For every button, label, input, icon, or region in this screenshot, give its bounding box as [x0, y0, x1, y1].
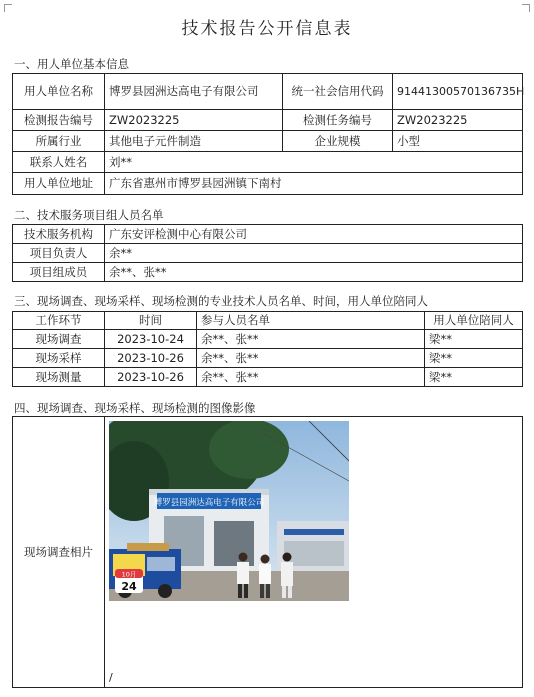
members-label: 项目组成员: [13, 263, 105, 282]
empty-marker: /: [109, 671, 113, 684]
col-header-escort: 用人单位陪同人: [425, 312, 523, 330]
industry-label: 所属行业: [13, 131, 105, 152]
unit-name-value: 博罗县园洲达高电子有限公司: [105, 74, 283, 110]
page-corner-mark: [4, 4, 12, 12]
photo-label: 现场调查相片: [13, 417, 105, 688]
scale-value: 小型: [393, 131, 523, 152]
col-header-date: 时间: [105, 312, 197, 330]
escort-cell: 梁**: [425, 349, 523, 368]
credit-code-label: 统一社会信用代码: [283, 74, 393, 110]
org-label: 技术服务机构: [13, 225, 105, 244]
address-label: 用人单位地址: [13, 173, 105, 195]
unit-name-label: 用人单位名称: [13, 74, 105, 110]
page-title: 技术报告公开信息表: [181, 19, 353, 39]
report-no-label: 检测报告编号: [13, 110, 105, 131]
org-value: 广东安评检测中心有限公司: [105, 225, 523, 244]
staff-cell: 余**、张**: [197, 330, 425, 349]
col-header-staff: 参与人员名单: [197, 312, 425, 330]
calendar-day: 24: [121, 580, 137, 593]
date-cell: 2023-10-24: [105, 330, 197, 349]
escort-cell: 梁**: [425, 330, 523, 349]
unit-info-table: [12, 73, 523, 195]
site-photo-image: [109, 421, 349, 601]
photo-cell: [105, 417, 523, 688]
calendar-month: 10月: [121, 570, 137, 579]
task-no-label: 检测任务编号: [283, 110, 393, 131]
page-corner-mark: [522, 4, 530, 12]
section2-heading: 二、技术服务项目组人员名单: [14, 208, 164, 222]
section3-heading: 三、现场调查、现场采样、现场检测的专业技术人员名单、时间，用人单位陪同人: [14, 294, 428, 308]
table-row: [13, 368, 523, 387]
step-cell: 现场调查: [13, 330, 105, 349]
leader-value: 余**: [105, 244, 523, 263]
staff-cell: 余**、张**: [197, 368, 425, 387]
section1-heading: 一、用人单位基本信息: [14, 57, 129, 71]
step-cell: 现场采样: [13, 349, 105, 368]
scale-label: 企业规模: [283, 131, 393, 152]
staff-cell: 余**、张**: [197, 349, 425, 368]
date-cell: 2023-10-26: [105, 368, 197, 387]
credit-code-value: 91441300570136735H: [393, 74, 523, 110]
table-row: [13, 330, 523, 349]
industry-value: 其他电子元件制造: [105, 131, 283, 152]
escort-cell: 梁**: [425, 368, 523, 387]
site-survey-photo: [109, 421, 349, 601]
schedule-table: [12, 311, 523, 387]
leader-label: 项目负责人: [13, 244, 105, 263]
section4-heading: 四、现场调查、现场采样、现场检测的图像影像: [14, 401, 256, 415]
date-cell: 2023-10-26: [105, 349, 197, 368]
contact-label: 联系人姓名: [13, 152, 105, 173]
photo-table: [12, 416, 523, 688]
team-table: [12, 224, 523, 282]
table-row: [13, 349, 523, 368]
step-cell: 现场测量: [13, 368, 105, 387]
col-header-step: 工作环节: [13, 312, 105, 330]
report-no-value: ZW2023225: [105, 110, 283, 131]
task-no-value: ZW2023225: [393, 110, 523, 131]
company-sign: 博罗县园洲达高电子有限公司: [153, 498, 265, 508]
address-value: 广东省惠州市博罗县园洲镇下南村: [105, 173, 523, 195]
contact-value: 刘**: [105, 152, 523, 173]
members-value: 余**、张**: [105, 263, 523, 282]
